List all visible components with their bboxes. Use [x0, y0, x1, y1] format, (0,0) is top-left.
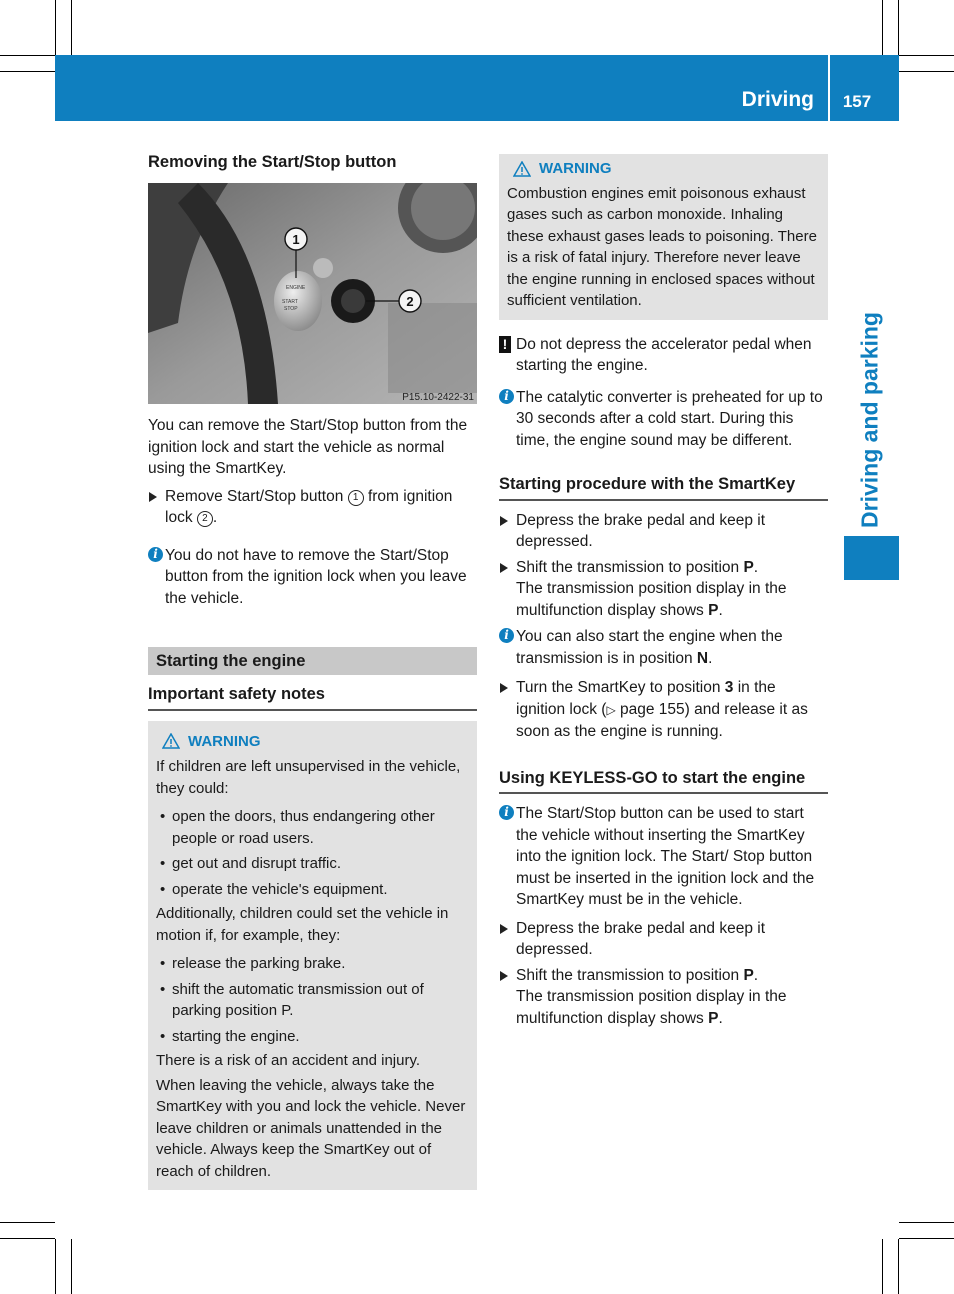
children-warning-box — [148, 721, 477, 1191]
step-text: . — [718, 1009, 723, 1027]
bullet-item: • starting the engine. — [156, 1026, 469, 1048]
crop-mark — [0, 1222, 55, 1223]
position-n: N — [696, 649, 709, 667]
crop-mark — [0, 55, 55, 56]
smartkey-step — [499, 677, 828, 743]
remove-step-text: from ignition lock — [165, 487, 453, 526]
bullet-item: • shift the automatic transmission out of parking position P. — [156, 979, 469, 1022]
callout-1: 1 — [292, 232, 300, 247]
step-text: Shift the transmission to position — [516, 558, 744, 576]
crop-mark — [899, 1222, 954, 1223]
step-text: page 155) and release it as soon as the engine is running. — [516, 700, 808, 740]
dashboard-photo — [148, 183, 477, 404]
neutral-info — [499, 626, 828, 669]
info-icon: i — [499, 389, 514, 404]
crop-mark — [0, 71, 55, 72]
engine-label: ENGINE — [286, 285, 306, 291]
step-text: The transmission position display in the multifunction display shows — [516, 580, 787, 619]
warning-risk: There is a risk of an accident and injury. — [156, 1052, 421, 1069]
removing-title: Removing the Start/Stop button — [148, 153, 397, 171]
step-text: Depress the brake pedal and keep it depressed. — [516, 919, 766, 958]
starting-engine-heading: Starting the engine — [148, 647, 477, 675]
bullet-item: • release the parking brake. — [156, 953, 469, 975]
image-ref-code: P15.10-2422-31 — [402, 392, 474, 403]
remove-step — [148, 486, 477, 529]
remove-paragraph: You can remove the Start/Stop button from the ignition lock and start the vehicle as normal using the SmartKey. — [148, 417, 468, 477]
step-text: The transmission position display in the multifunction display shows — [516, 988, 787, 1027]
crop-mark — [882, 0, 883, 55]
crop-mark — [55, 1239, 56, 1294]
bullet-item: • get out and disrupt traffic. — [156, 853, 469, 875]
exhaust-warning-box — [499, 154, 828, 320]
keyless-info-text: The Start/Stop button can be used to start the vehicle without inserting the SmartKey into the ignition lock. The Start/ Stop button must be inserted in the ignition lock and the SmartKey must be in the vehicle. — [516, 805, 815, 908]
crop-mark — [899, 71, 954, 72]
warning-header — [162, 731, 469, 753]
warning-header — [513, 158, 820, 180]
position-3: 3 — [724, 679, 734, 696]
keyless-heading: Using KEYLESS-GO to start the engine — [499, 768, 828, 795]
exclamation-icon: ! — [499, 336, 511, 353]
keyless-step — [499, 965, 828, 1030]
crop-mark — [899, 55, 954, 56]
position-p: P — [708, 1009, 719, 1027]
position-p: P — [743, 966, 754, 984]
stop-label: STOP — [284, 306, 298, 312]
accelerator-note — [499, 334, 828, 377]
keyless-step — [499, 918, 828, 961]
left-body — [148, 415, 477, 1190]
side-tab-marker — [844, 536, 899, 580]
position-p: P — [708, 601, 719, 619]
right-column — [499, 154, 828, 1029]
smartkey-heading: Starting procedure with the SmartKey — [499, 474, 828, 501]
info-text: . — [708, 649, 713, 667]
crop-mark — [55, 0, 56, 55]
step-text: . — [753, 966, 759, 984]
side-tab-label: Driving and parking — [856, 312, 883, 528]
catalytic-info — [499, 387, 828, 452]
catalytic-info-text: The catalytic converter is preheated for up to 30 seconds after a cold start. During this time, the engine sound may be different. — [516, 388, 823, 449]
ref-number: 2 — [197, 511, 213, 527]
safety-heading: Important safety notes — [148, 684, 477, 711]
step-text: Depress the brake pedal and keep it depressed. — [516, 511, 766, 550]
remove-step-text: Remove Start/Stop button — [165, 487, 348, 505]
page-number: 157 — [842, 92, 872, 111]
page-ref-arrow-icon: ▷ — [606, 702, 616, 717]
crop-mark — [898, 1239, 899, 1294]
callout-2: 2 — [406, 294, 414, 309]
warning-additionally: Additionally, children could set the vehicle in motion if, for example, they: — [156, 905, 449, 944]
crop-mark — [882, 1239, 883, 1294]
crop-mark — [0, 1238, 55, 1239]
info-icon: i — [148, 547, 163, 562]
step-text: Shift the transmission to position — [516, 966, 744, 984]
smartkey-step — [499, 557, 828, 622]
info-icon: i — [499, 805, 514, 820]
warning-intro: If children are left unsupervised in the vehicle, they could: — [156, 758, 461, 797]
exhaust-warning-text: Combustion engines emit poisonous exhaust gases such as carbon monoxide. Inhaling these exhaust gases leads to poisoning. There is a risk of fatal injury. Therefore never leave the engine running in enclosed spaces without sufficient ventilation. — [507, 184, 817, 309]
crop-mark — [899, 1238, 954, 1239]
start-label: START — [282, 299, 298, 305]
crop-mark — [71, 1239, 72, 1294]
smartkey-step — [499, 510, 828, 553]
crop-mark — [71, 0, 72, 55]
step-text: . — [718, 601, 723, 619]
info-note-text: You do not have to remove the Start/Stop button from the ignition lock when you leave the vehicle. — [165, 546, 467, 607]
info-icon: i — [499, 628, 514, 643]
remove-step-text: . — [212, 509, 218, 526]
crop-mark — [898, 0, 899, 55]
section-title: Driving — [741, 88, 814, 111]
warning-triangle-icon — [162, 733, 180, 749]
position-p: P — [743, 558, 754, 576]
ref-number: 1 — [348, 490, 364, 506]
step-text: . — [753, 558, 759, 576]
info-text: You can also start the engine when the transmission is in position — [516, 628, 783, 667]
warning-triangle-icon — [513, 161, 531, 177]
info-note — [148, 545, 477, 610]
keyless-info — [499, 803, 828, 911]
bullet-item: • open the doors, thus endangering other people or road users. — [156, 806, 469, 849]
step-text: in the ignition lock ( — [516, 679, 776, 718]
bullet-item: • operate the vehicle's equipment. — [156, 879, 469, 901]
step-text: Turn the SmartKey to position — [516, 679, 725, 696]
accelerator-note-text: Do not depress the accelerator pedal when starting the engine. — [516, 335, 812, 374]
warning-label: WARNING — [539, 160, 612, 177]
warning-label: WARNING — [188, 732, 261, 750]
warning-leaving: When leaving the vehicle, always take the SmartKey with you and lock the vehicle. Never leave children or animals unattended in the vehicle. Always keep the SmartKey out of reach of children. — [156, 1076, 466, 1180]
left-column — [148, 152, 477, 174]
